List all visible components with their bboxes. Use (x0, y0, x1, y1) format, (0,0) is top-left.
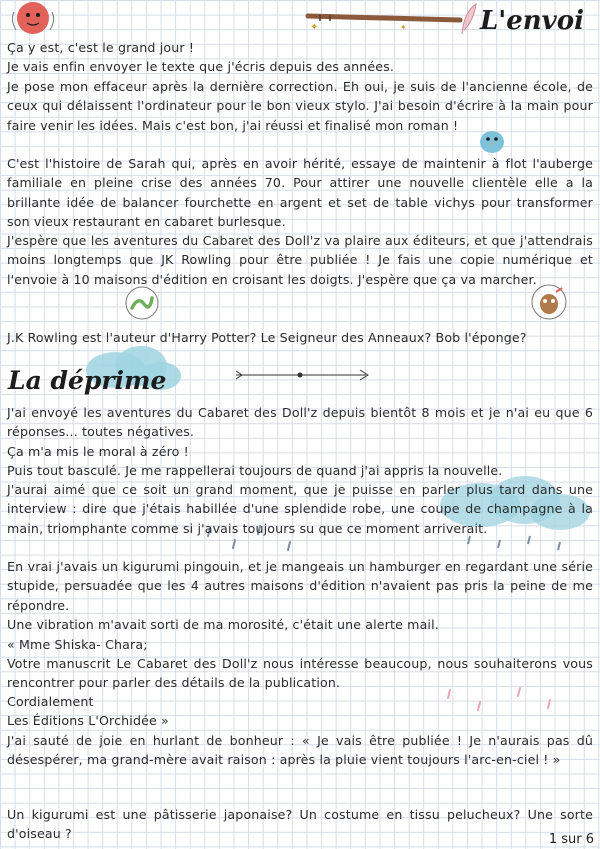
arrow-divider-icon (232, 368, 372, 382)
paragraph: J'ai sauté de joie en hurlant de bonheur : « Je vais être publiée ! Je n'aurais pas dû désespérer, ma grand-mère avait raison : après la pluie vient toujours l'arc-en-ciel ! » (7, 733, 593, 768)
paragraph: Ça y est, c'est le grand jour ! (7, 40, 195, 55)
section-title-la-deprime: La déprime (8, 366, 167, 395)
paragraph: Une vibration m'avait sorti de ma morosité, c'était une alerte mail. (7, 617, 439, 632)
paragraph: Cordialement (7, 694, 94, 709)
paragraph: J'espère que les aventures du Cabaret des Doll'z va plaire aux éditeurs, et que j'attendrais moins longtemps que JK Rowling pour être publiée ! Je fais une copie numérique et l'envoie à 10 maisons d'édition en croisant les doigts. J'espère que ça va marcher. (7, 233, 593, 287)
svg-text:✦: ✦ (400, 23, 407, 32)
question-text: Un kigurumi est une pâtisserie japonaise? Un costume en tissu pelucheux? Une sorte d'oiseau ? (7, 807, 593, 842)
paragraph: Puis tout basculé. Je me rappellerai toujours de quand j'ai appris la nouvelle. (7, 463, 503, 478)
paragraph: J'ai envoyé les aventures du Cabaret des Doll'z depuis bientôt 8 mois et je n'ai eu que 6 réponses... toutes négatives. (7, 405, 593, 440)
magic-wand-icon (300, 6, 470, 32)
paragraph: Je vais enfin envoyer le texte que j'écris depuis des années. (7, 59, 395, 74)
snake-bubble-icon (118, 284, 166, 324)
paragraph: J'aurai aimé que ce soit un grand moment, que je puisse en parler plus tard dans une interview : dire que j'étais habillée d'une splendide robe, une coupe de champagne à la main, triomphante comme si j'avais toujours su que ce moment arriverait. (7, 482, 593, 536)
paragraph: Je pose mon effaceur après la dernière correction. Eh oui, je suis de l'ancienne école, de ceux qui délaissent l'ordinateur pour le bon vieux stylo. J'ai besoin d'écrire à la main pour faire venir les idées. Mais c'est bon, j'ai réussi et finalisé mon roman ! (7, 79, 593, 133)
feather-icon (458, 2, 480, 36)
red-monster-doodle (8, 0, 58, 40)
paragraph: Votre manuscrit Le Cabaret des Doll'z nous intéresse beaucoup, nous souhaiterons vous rencontrer pour parler des détails de la publication. (7, 656, 593, 691)
paragraph: « Mme Shiska- Chara; (7, 637, 148, 652)
paragraph: C'est l'histoire de Sarah qui, après en avoir hérité, essaye de maintenir à flot l'auberge familiale en pleine crise des années 70. Pour attirer une nouvelle clientèle elle a la brillante idée de balancer fourchette en argent et set de table vichys pour transformer son vieux restaurant en cabaret burlesque. (7, 156, 593, 230)
section-title-lenvoi: L'envoi (479, 6, 584, 36)
paragraph: Les Éditions L'Orchidée » (7, 713, 169, 728)
svg-text:✦: ✦ (310, 22, 319, 32)
question-text: J.K Rowling est l'auteur d'Harry Potter? Le Seigneur des Anneaux? Bob l'éponge? (7, 330, 527, 345)
paragraph: Ça m'a mis le moral à zéro ! (7, 444, 189, 459)
paragraph: En vrai j'avais un kigurumi pingouin, et je mangeais un hamburger en regardant une série stupide, persuadée que les 4 autres maisons d'édition n'avaient pas pris la peine de me répondre. (7, 559, 593, 613)
page-number: 1 sur 6 (548, 832, 594, 847)
